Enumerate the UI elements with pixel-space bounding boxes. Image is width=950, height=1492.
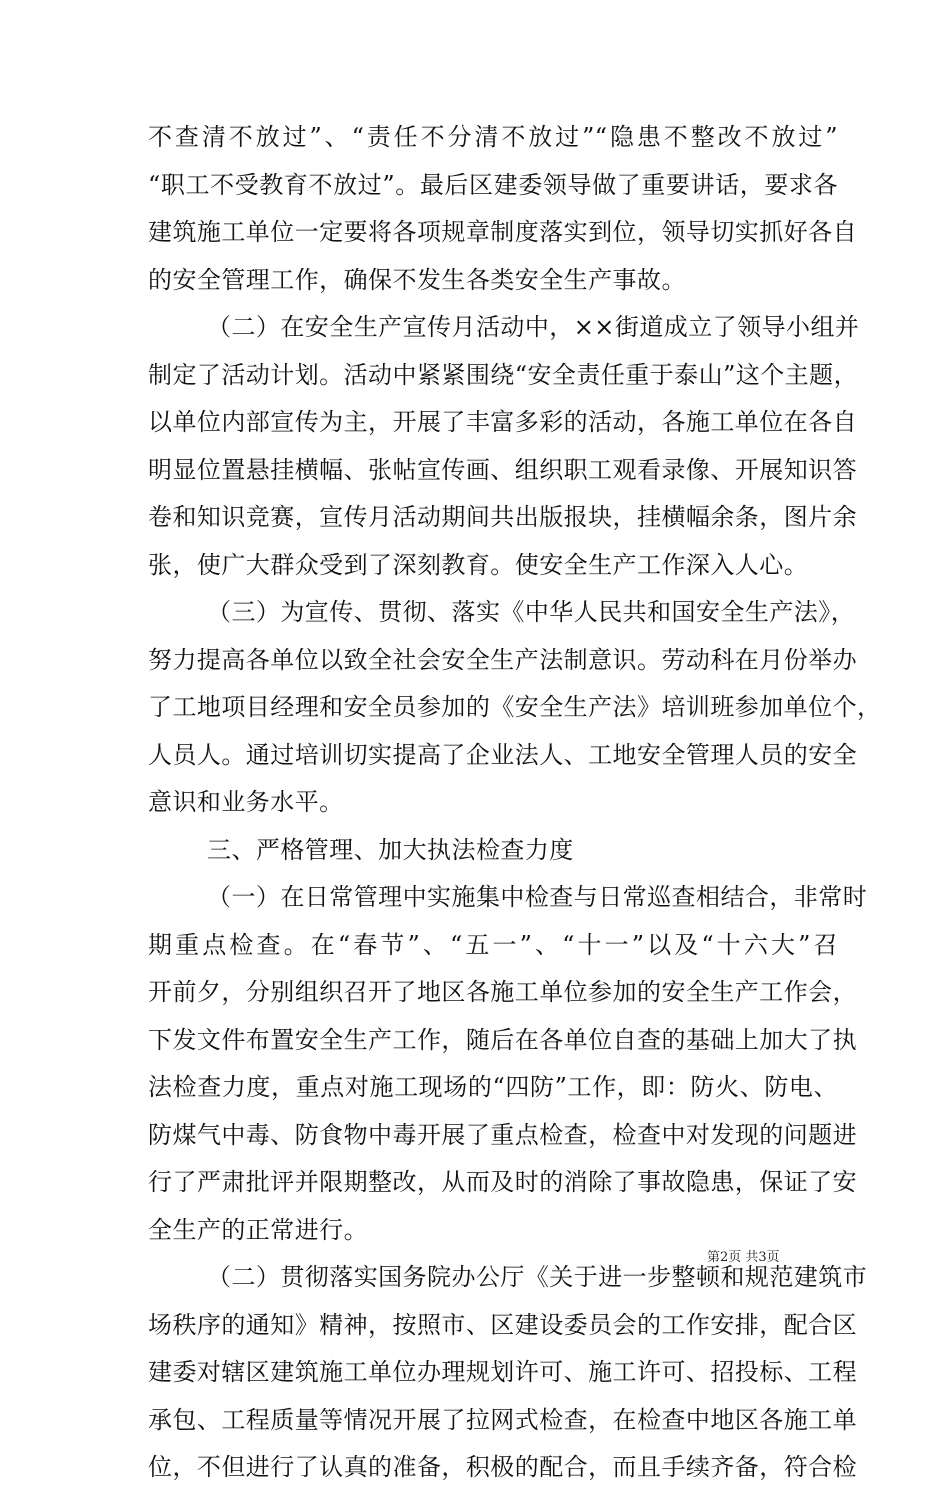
paragraph-start-line: （二）贯彻落实国务院办公厅《关于进一步整顿和规范建筑市	[207, 1263, 868, 1291]
text-line: 行了严肃批评并限期整改，从而及时的消除了事故隐患，保证了安	[148, 1168, 858, 1196]
text-line: 不查清不放过”、“责任不分清不放过”“隐患不整改不放过”	[148, 123, 838, 151]
text-line: 人员人。通过培训切实提高了企业法人、工地安全管理人员的安全	[148, 740, 858, 769]
paragraph-start-line: （一）在日常管理中实施集中检查与日常巡查相结合，非常时	[207, 883, 868, 911]
text-line: 开前夕，分别组织召开了地区各施工单位参加的安全生产工作会，	[148, 978, 858, 1006]
text-line: 期重点检查。在“春节”、“五一”、“十一”以及“十六大”召	[148, 930, 838, 959]
text-line: 了工地项目经理和安全员参加的《安全生产法》培训班参加单位个，	[148, 693, 882, 721]
text-line: 下发文件布置安全生产工作，随后在各单位自查的基础上加大了执	[148, 1025, 858, 1054]
paragraph-start-line: （三）为宣传、贯彻、落实《中华人民共和国安全生产法》，	[207, 598, 856, 626]
text-line: 的安全管理工作，确保不发生各类安全生产事故。	[148, 265, 686, 294]
paragraph-start-line: （二）在安全生产宣传月活动中，××街道成立了领导小组并	[207, 313, 860, 341]
text-line: 全生产的正常进行。	[148, 1215, 369, 1244]
text-line: 制定了活动计划。活动中紧紧围绕“安全责任重于泰山”这个主题，	[148, 360, 859, 389]
text-line: 建筑施工单位一定要将各项规章制度落实到位，领导切实抓好各自	[148, 218, 858, 246]
section-heading: 三、严格管理、加大执法检查力度	[207, 835, 574, 864]
text-line: 位，不但进行了认真的准备，积极的配合，而且手续齐备，符合检	[148, 1453, 858, 1481]
text-line: 卷和知识竞赛，宣传月活动期间共出版报块，挂横幅余条，图片余	[148, 503, 858, 531]
text-line: 防煤气中毒、防食物中毒开展了重点检查，检查中对发现的问题进	[148, 1120, 858, 1149]
text-line: 建委对辖区建筑施工单位办理规划许可、施工许可、招投标、工程	[148, 1358, 858, 1386]
document-body	[148, 114, 882, 1492]
text-line: 承包、工程质量等情况开展了拉网式检查，在检查中地区各施工单	[148, 1405, 858, 1434]
text-line: 张，使广大群众受到了深刻教育。使安全生产工作深入人心。	[148, 550, 809, 579]
text-line: 场秩序的通知》精神，按照市、区建设委员会的工作安排，配合区	[148, 1310, 858, 1339]
text-line: “职工不受教育不放过”。最后区建委领导做了重要讲话，要求各	[148, 170, 838, 199]
text-line: 法检查力度，重点对施工现场的“四防”工作，即：防火、防电、	[148, 1073, 838, 1101]
page-number-footer: 第2页 共3页	[707, 1250, 780, 1265]
text-line: 意识和业务水平。	[148, 788, 344, 816]
text-line: 努力提高各单位以致全社会安全生产法制意识。劳动科在月份举办	[148, 645, 858, 674]
text-line: 明显位置悬挂横幅、张帖宣传画、组织职工观看录像、开展知识答	[148, 455, 858, 484]
text-line: 以单位内部宣传为主，开展了丰富多彩的活动，各施工单位在各自	[148, 408, 858, 436]
